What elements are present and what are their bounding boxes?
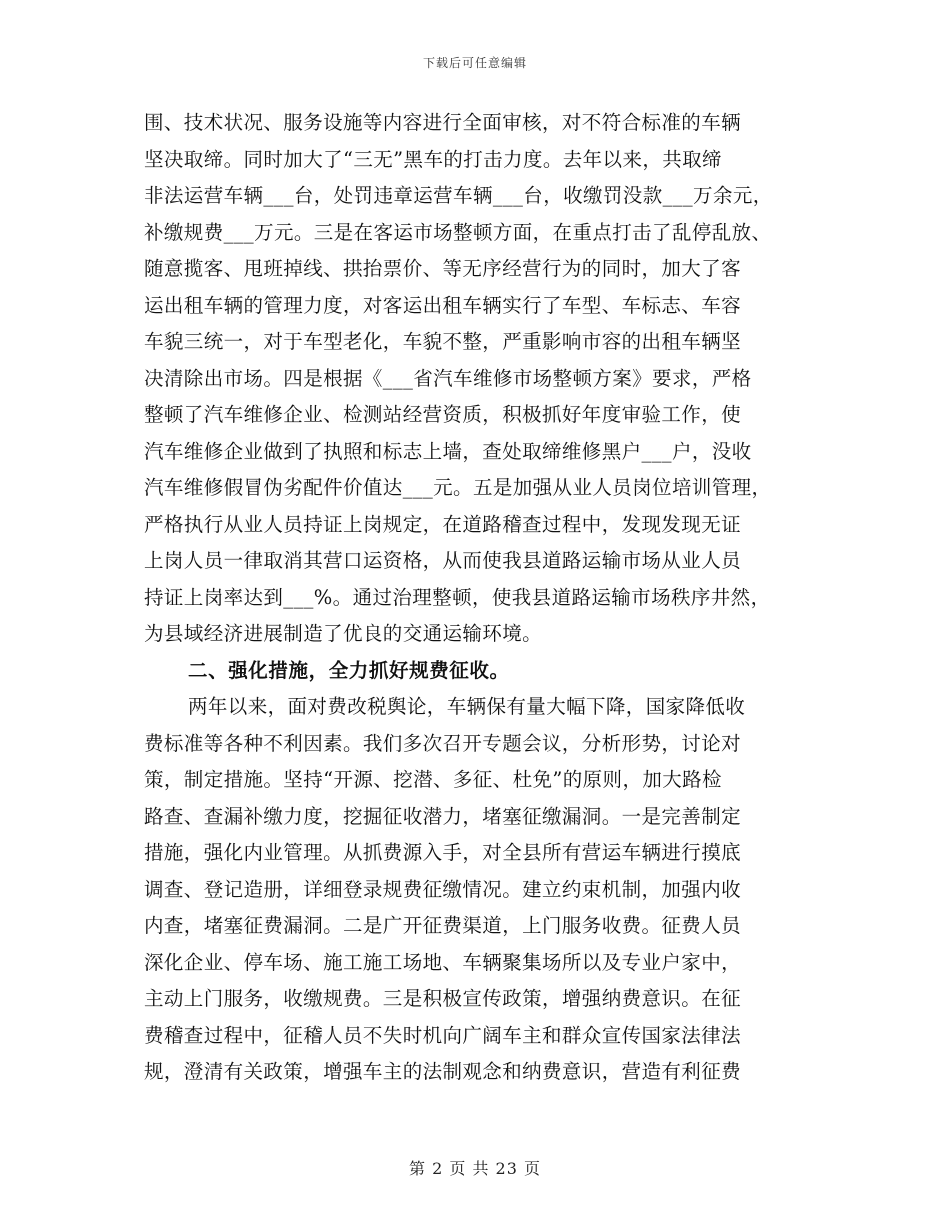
paragraph-line: 坚决取缔。同时加大了“三无”黑车的打击力度。去年以来，共取缔	[144, 147, 722, 171]
document-body	[144, 105, 814, 1091]
paragraph-line: 费标准等各种不利因素。我们多次召开专题会议，分析形势，讨论对	[144, 731, 742, 755]
paragraph-line: 调查、登记造册，详细登录规费征缴情况。建立约束机制，加强内收	[144, 877, 742, 901]
paragraph-line: 整顿了汽车维修企业、检测站经营资质，积极抓好年度审验工作，使	[144, 403, 742, 426]
paragraph-line: 补缴规费___万元。三是在客运市场整顿方面，在重点打击了乱停乱放、	[144, 220, 772, 244]
paragraph-line: 车貌三统一，对于车型老化，车貌不整，严重影响市容的出租车辆坚	[144, 330, 742, 353]
paragraph-line: 汽车维修企业做到了执照和标志上墙，查处取缔维修黑户___户，没收	[144, 439, 752, 463]
paragraph-line: 运出租车辆的管理力度，对客运出租车辆实行了车型、车标志、车容	[144, 293, 742, 317]
paragraph-line: 决清除出市场。四是根据《___省汽车维修市场整顿方案》要求，严格	[144, 366, 752, 390]
page-header-note: 下载后可任意编辑	[422, 56, 527, 70]
paragraph-line: 路查、查漏补缴力度，挖掘征收潜力，堵塞征缴漏洞。一是完善制定	[144, 804, 742, 828]
paragraph-line: 严格执行从业人员持证上岗规定，在道路稽查过程中，发现发现无证	[144, 512, 742, 536]
paragraph-line: 非法运营车辆___台，处罚违章运营车辆___台，收缴罚没款___万余元，	[144, 184, 773, 207]
paragraph-line: 费稽查过程中，征稽人员不失时机向广阔车主和群众宣传国家法律法	[144, 1023, 742, 1047]
paragraph-line: 持证上岗率达到___%。通过治理整顿，使我县道路运输市场秩序井然，	[144, 585, 771, 609]
paragraph-line: 汽车维修假冒伪劣配件价值达___元。五是加强从业人员岗位培训管理，	[144, 476, 772, 499]
paragraph-line: 措施，强化内业管理。从抓费源入手，对全县所有营运车辆进行摸底	[144, 841, 742, 864]
paragraph-line: 深化企业、停车场、施工施工场地、车辆聚集场所以及专业户家中，	[144, 950, 742, 974]
paragraph-line: 围、技术状况、服务设施等内容进行全面审核，对不符合标准的车辆	[144, 111, 742, 134]
page-number-footer: 第 2 页 共 23 页	[409, 1159, 541, 1178]
paragraph-line: 两年以来，面对费改税舆论，车辆保有量大幅下降，国家降低收	[188, 695, 746, 718]
paragraph-line: 上岗人员一律取消其营口运资格，从而使我县道路运输市场从业人员	[144, 549, 742, 572]
paragraph-line: 主动上门服务，收缴规费。三是积极宣传政策，增强纳费意识。在征	[144, 987, 742, 1010]
paragraph-line: 规，澄清有关政策，增强车主的法制观念和纳费意识，营造有利征费	[144, 1060, 742, 1083]
paragraph-line: 策，制定措施。坚持“开源、挖潜、多征、杜免”的原则，加大路检	[144, 768, 722, 791]
paragraph-line: 随意揽客、甩班掉线、拱抬票价、等无序经营行为的同时，加大了客	[144, 257, 742, 280]
paragraph-line: 内查，堵塞征费漏洞。二是广开征费渠道，上门服务收费。征费人员	[144, 914, 742, 937]
paragraph-line: 为县域经济进展制造了优良的交通运输环境。	[144, 622, 543, 645]
section-heading: 二、强化措施，全力抓好规费征收。	[188, 658, 510, 682]
